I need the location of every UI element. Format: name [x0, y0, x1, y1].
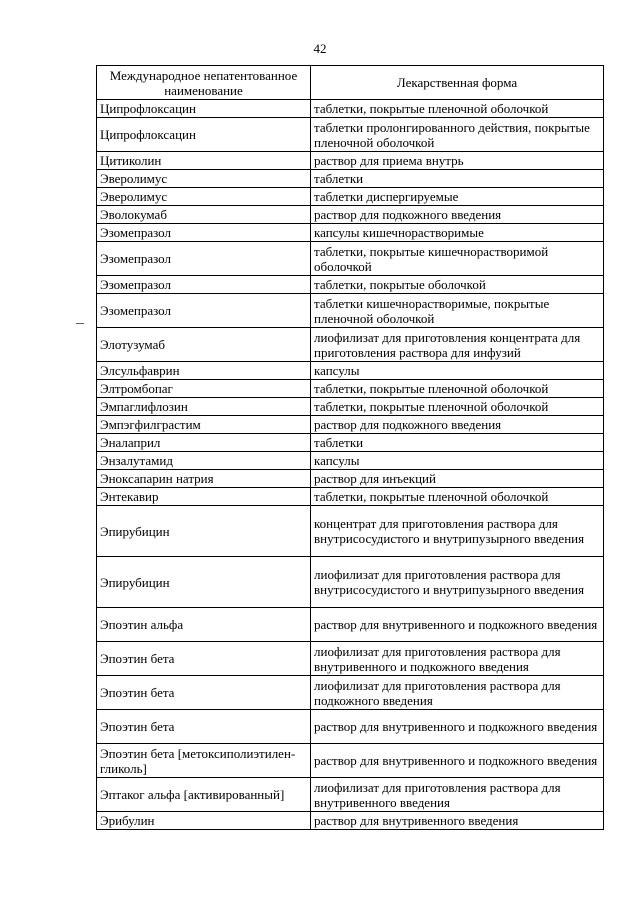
- cell-form: раствор для подкожного введения: [311, 206, 604, 224]
- cell-name: Ципрофлоксацин: [97, 118, 311, 152]
- table-row: [97, 170, 604, 188]
- cell-name: Эмпаглифлозин: [97, 398, 311, 416]
- table-row: [97, 224, 604, 242]
- table-row: [97, 380, 604, 398]
- cell-form: раствор для внутривенного и подкожного введения: [311, 744, 604, 778]
- cell-name: Энтекавир: [97, 488, 311, 506]
- cell-name: Эналаприл: [97, 434, 311, 452]
- cell-form: лиофилизат для приготовления раствора для внутрисосудистого и внутрипузырного введения: [311, 557, 604, 608]
- cell-name: Эпоэтин альфа: [97, 608, 311, 642]
- cell-name: Эпоэтин бета: [97, 710, 311, 744]
- cell-form: таблетки кишечнорастворимые, покрытые пленочной оболочкой: [311, 294, 604, 328]
- cell-form: лиофилизат для приготовления раствора для внутривенного введения: [311, 778, 604, 812]
- cell-form: таблетки, покрытые оболочкой: [311, 276, 604, 294]
- table-row: [97, 434, 604, 452]
- cell-form: раствор для внутривенного и подкожного введения: [311, 710, 604, 744]
- table-row: [97, 488, 604, 506]
- cell-form: лиофилизат для приготовления раствора для внутривенного и подкожного введения: [311, 642, 604, 676]
- table-row: [97, 778, 604, 812]
- cell-name: Элотузумаб: [97, 328, 311, 362]
- cell-name: Эноксапарин натрия: [97, 470, 311, 488]
- cell-name: Эптаког альфа [активированный]: [97, 778, 311, 812]
- table-row: [97, 362, 604, 380]
- cell-form: таблетки: [311, 170, 604, 188]
- table-row: [97, 812, 604, 830]
- cell-form: концентрат для приготовления раствора для внутрисосудистого и внутрипузырного введения: [311, 506, 604, 557]
- table-row: [97, 118, 604, 152]
- table-row: [97, 557, 604, 608]
- cell-form: раствор для инъекций: [311, 470, 604, 488]
- cell-name: Эпоэтин бета: [97, 676, 311, 710]
- table-header-row: [97, 66, 604, 100]
- cell-name: Цитиколин: [97, 152, 311, 170]
- cell-name: Эзомепразол: [97, 242, 311, 276]
- cell-name: Элтромбопаг: [97, 380, 311, 398]
- cell-name: Ципрофлоксацин: [97, 100, 311, 118]
- cell-form: таблетки, покрытые кишечнорастворимой оболочкой: [311, 242, 604, 276]
- table-row: [97, 452, 604, 470]
- cell-name: Эволокумаб: [97, 206, 311, 224]
- table-row: [97, 744, 604, 778]
- header-form: Лекарственная форма: [311, 66, 604, 100]
- cell-name: Эзомепразол: [97, 224, 311, 242]
- cell-name: Эпоэтин бета: [97, 642, 311, 676]
- cell-form: таблетки, покрытые пленочной оболочкой: [311, 380, 604, 398]
- table-row: [97, 506, 604, 557]
- cell-form: таблетки, покрытые пленочной оболочкой: [311, 100, 604, 118]
- stray-mark: [76, 323, 84, 324]
- table-row: [97, 242, 604, 276]
- cell-form: таблетки, покрытые пленочной оболочкой: [311, 488, 604, 506]
- cell-name: Элсульфаврин: [97, 362, 311, 380]
- cell-form: капсулы: [311, 452, 604, 470]
- cell-form: лиофилизат для приготовления раствора для подкожного введения: [311, 676, 604, 710]
- table-row: [97, 470, 604, 488]
- table-row: [97, 152, 604, 170]
- cell-name: Эмпэгфилграстим: [97, 416, 311, 434]
- table-row: [97, 608, 604, 642]
- table-row: [97, 676, 604, 710]
- cell-form: таблетки, покрытые пленочной оболочкой: [311, 398, 604, 416]
- cell-name: Эпирубицин: [97, 506, 311, 557]
- cell-name: Эзомепразол: [97, 294, 311, 328]
- table-row: [97, 100, 604, 118]
- header-name: Международное непатентованное наименование: [97, 66, 311, 100]
- cell-form: таблетки: [311, 434, 604, 452]
- table-row: [97, 642, 604, 676]
- table-row: [97, 294, 604, 328]
- table-row: [97, 276, 604, 294]
- cell-form: раствор для внутривенного и подкожного введения: [311, 608, 604, 642]
- table-row: [97, 188, 604, 206]
- cell-form: таблетки диспергируемые: [311, 188, 604, 206]
- table-row: [97, 416, 604, 434]
- cell-form: раствор для внутривенного введения: [311, 812, 604, 830]
- cell-form: таблетки пролонгированного действия, покрытые пленочной оболочкой: [311, 118, 604, 152]
- table-row: [97, 328, 604, 362]
- cell-name: Эверолимус: [97, 188, 311, 206]
- cell-form: раствор для приема внутрь: [311, 152, 604, 170]
- cell-name: Эзомепразол: [97, 276, 311, 294]
- cell-form: лиофилизат для приготовления концентрата для приготовления раствора для инфузий: [311, 328, 604, 362]
- cell-name: Эрибулин: [97, 812, 311, 830]
- cell-form: капсулы кишечнорастворимые: [311, 224, 604, 242]
- cell-form: капсулы: [311, 362, 604, 380]
- page-number: 42: [313, 41, 327, 56]
- cell-name: Эпоэтин бета [метоксиполиэтилен-гликоль]: [97, 744, 311, 778]
- drug-table: [96, 65, 604, 830]
- cell-name: Эпирубицин: [97, 557, 311, 608]
- cell-name: Эверолимус: [97, 170, 311, 188]
- cell-name: Энзалутамид: [97, 452, 311, 470]
- table-row: [97, 206, 604, 224]
- cell-form: раствор для подкожного введения: [311, 416, 604, 434]
- table-row: [97, 710, 604, 744]
- table-row: [97, 398, 604, 416]
